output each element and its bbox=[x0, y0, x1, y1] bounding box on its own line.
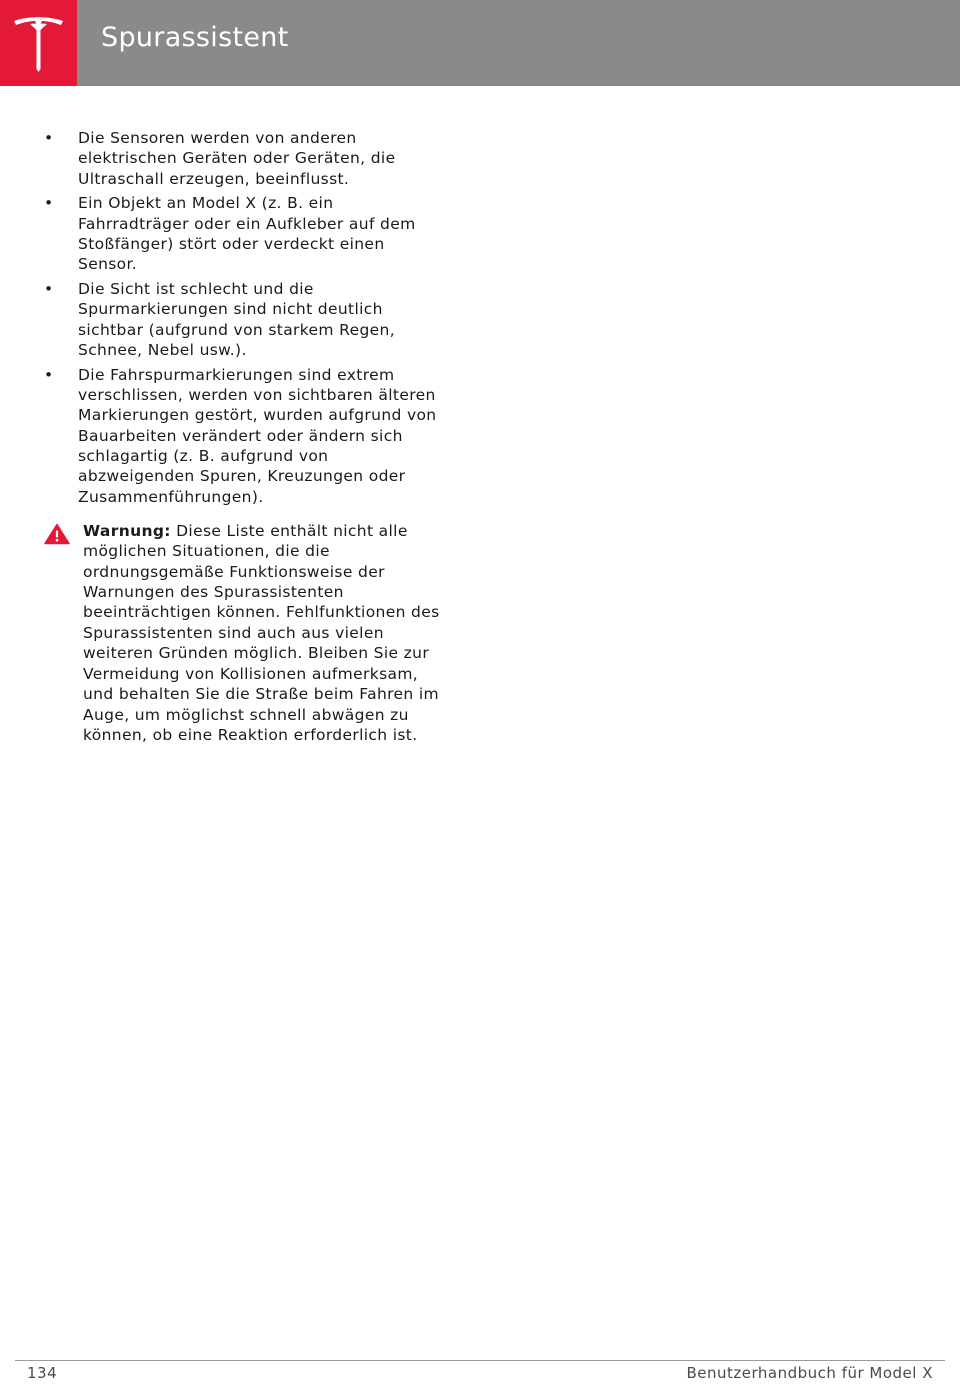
list-item-text: Ein Objekt an Model X (z. B. ein Fahrradträger oder ein Aufkleber auf dem Stoßfänger) stört oder verdeckt einen Sensor. bbox=[78, 194, 416, 274]
list-item-text: Die Sensoren werden von anderen elektrischen Geräten oder Geräten, die Ultraschall erzeugen, beeinflusst. bbox=[78, 129, 396, 188]
bullet-marker: • bbox=[44, 194, 54, 213]
main-content bbox=[44, 128, 444, 745]
list-item bbox=[44, 365, 444, 507]
warning-triangle-icon bbox=[44, 523, 70, 545]
page-number: 134 bbox=[27, 1364, 58, 1382]
warning-label: Warnung: bbox=[83, 521, 171, 540]
warning-note bbox=[44, 521, 444, 745]
page-header bbox=[0, 0, 960, 86]
bullet-marker: • bbox=[44, 365, 54, 384]
list-item-text: Die Fahrspurmarkierungen sind extrem verschlissen, werden von sichtbaren älteren Markierungen gestört, wurden aufgrund von Bauarbeiten verändert oder ändern sich schlagartig (z. B. aufgrund von abzweigenden Spuren, Kreuzungen oder Zusammenführungen). bbox=[78, 365, 437, 506]
list-item bbox=[44, 193, 444, 274]
bullet-marker: • bbox=[44, 129, 54, 147]
list-item bbox=[44, 128, 444, 189]
list-item bbox=[44, 279, 444, 360]
logo-box bbox=[0, 0, 77, 86]
list-item-text: Die Sicht ist schlecht und die Spurmarkierungen sind nicht deutlich sichtbar (aufgrund von starkem Regen, Schnee, Nebel usw.). bbox=[78, 280, 395, 359]
footer-divider bbox=[15, 1360, 945, 1361]
page-title: Spurassistent bbox=[101, 22, 289, 53]
footer-title: Benutzerhandbuch für Model X bbox=[686, 1364, 933, 1382]
warning-text: Diese Liste enthält nicht alle möglichen Situationen, die die ordnungsgemäße Funktionsweise der Warnungen des Spurassistenten beeinträchtigen können. Fehlfunktionen des Spurassistenten sind auch aus vielen weiteren Gründen möglich. Bleiben Sie zur Vermeidung von Kollisionen aufmerksam, und behalten Sie die Straße beim Fahren im Auge, um möglichst schnell abwägen zu können, ob eine Reaktion erforderlich ist. bbox=[83, 521, 440, 744]
bullet-marker: • bbox=[44, 280, 54, 299]
tesla-logo-icon bbox=[11, 13, 66, 73]
bullet-list bbox=[44, 128, 444, 507]
